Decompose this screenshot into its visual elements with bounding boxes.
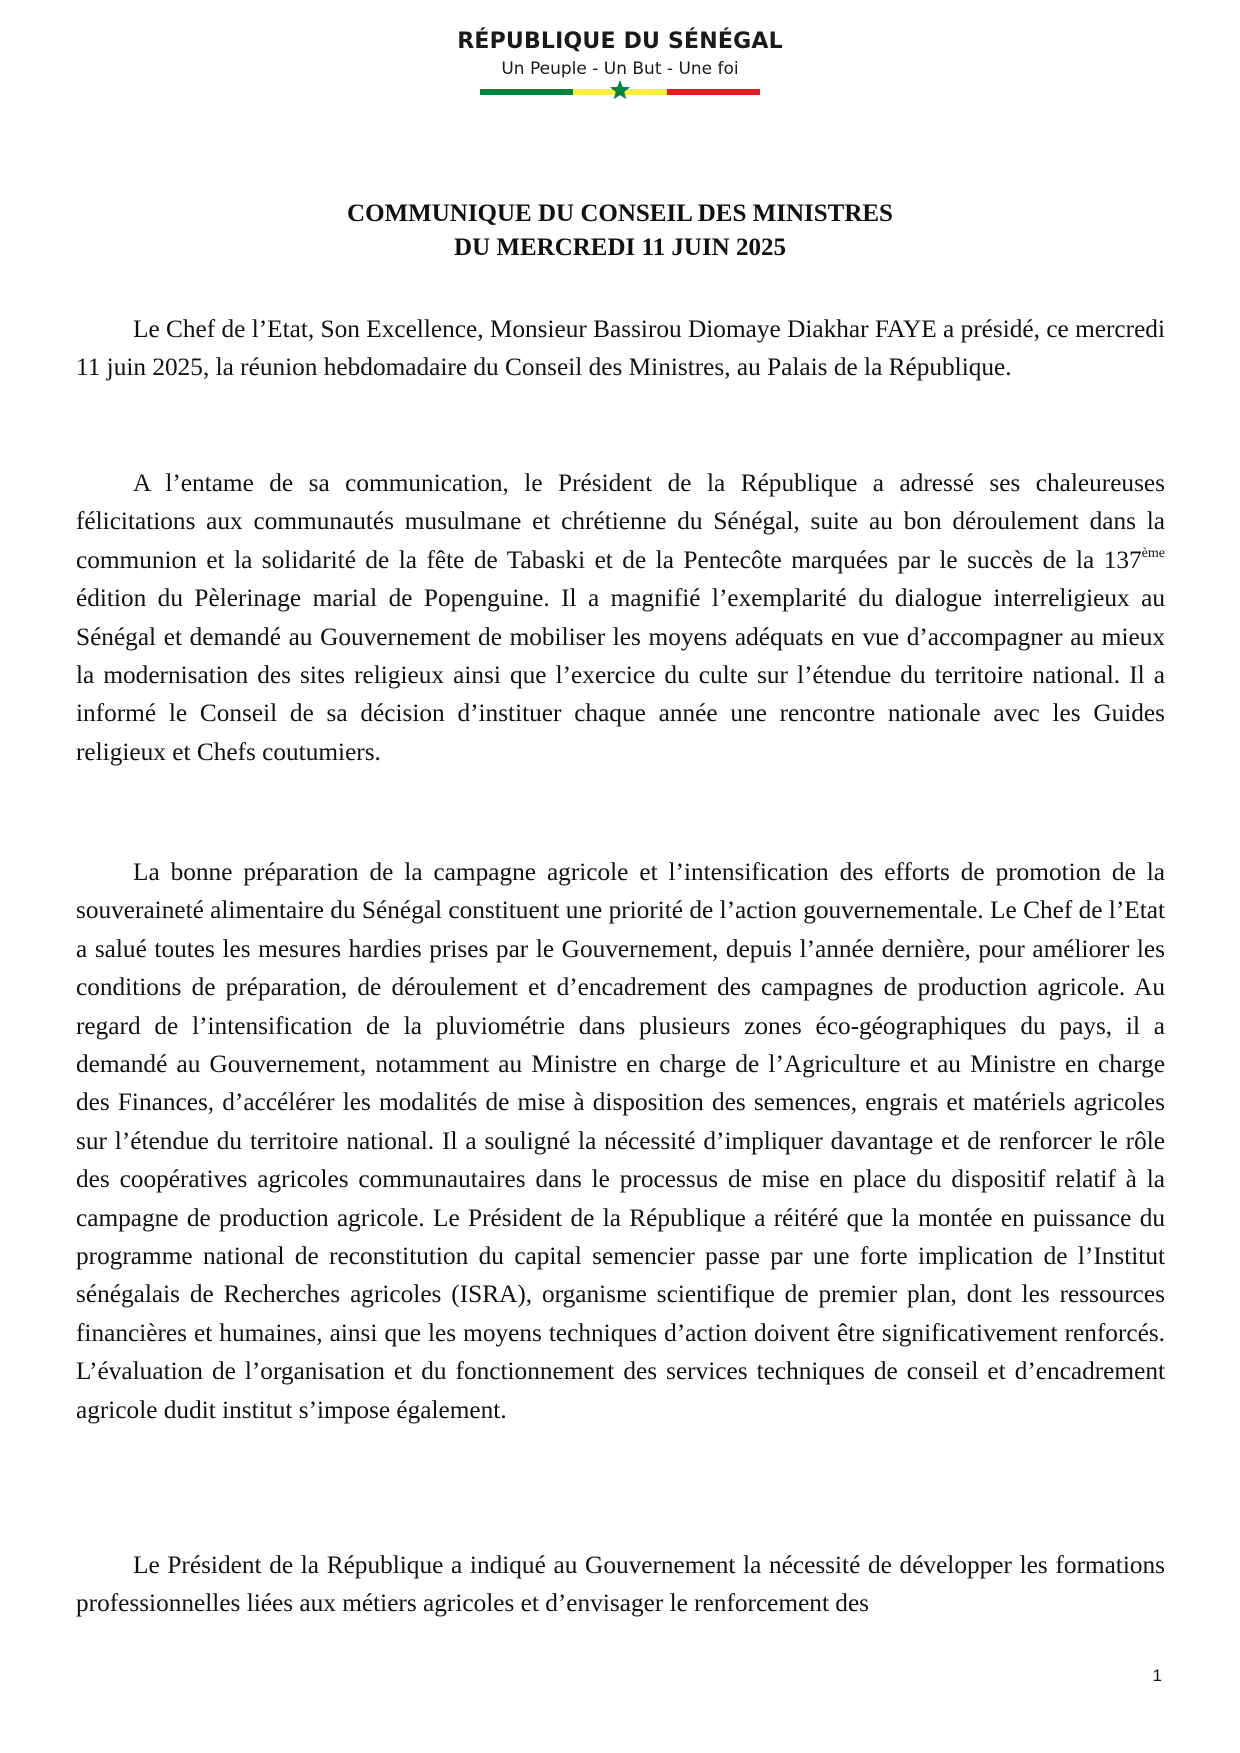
paragraph-3-text: La bonne préparation de la campagne agricole et l’intensification des efforts de promotion de la souveraineté alimentaire du Sénégal constituent une priorité de l’action gouvernementale. Le Chef de l’Etat a salué toutes les mesures hardies prises par le Gouvernement, depuis l’année dernière, pour améliorer les conditions de préparation, de déroulement et d’encadrement des campagnes de production agricole. Au regard de l’intensification de la pluviométrie dans plusieurs zones éco-géographiques du pays, il a demandé au Gouvernement, notamment au Ministre en charge de l’Agriculture et au Ministre en charge des Finances, d’accélérer les modalités de mise à disposition des semences, engrais et matériels agricoles sur l’étendue du territoire national. Il a souligné la nécessité d’impliquer davantage et de renforcer le rôle des coopératives agricoles communautaires dans le processus de mise en place du dispositif relatif à la campagne de production agricole. Le Président de la République a réitéré que la montée en puissance du programme national de reconstitution du capital semencier passe par une forte implication de l’Institut sénégalais de Recherches agricoles (ISRA), organisme scientifique de premier plan, dont les ressources financières et humaines, ainsi que les moyens techniques d’action doivent être significativement renforcés. L’évaluation de l’organisation et du fonctionnement des services techniques de conseil et d’encadrement agricole dudit institut s’impose également. [76, 858, 1165, 1424]
letterhead [0, 28, 1240, 95]
star-icon [609, 79, 631, 101]
country-name: RÉPUBLIQUE DU SÉNÉGAL [457, 29, 783, 54]
paragraph-2-part-2: édition du Pèlerinage marial de Popenguine. Il a magnifié l’exemplarité du dialogue interreligieux au Sénégal et demandé au Gouvernement de mobiliser les moyens adéquats en vue d’accompagner au mieux la modernisation des sites religieux ainsi que l’exercice du culte sur l’étendue du territoire national. Il a informé le Conseil de sa décision d’instituer chaque année une rencontre nationale avec les Guides religieux et Chefs coutumiers. [76, 584, 1165, 766]
paragraph-2-part-1: A l’entame de sa communication, le Président de la République a adressé ses chaleureuses félicitations aux communautés musulmane et chrétienne du Sénégal, suite au bon déroulement dans la communion et la solidarité de la fête de Tabaski et de la Pentecôte marquées par le succès de la 137 [76, 469, 1165, 574]
paragraph-4-text: Le Président de la République a indiqué au Gouvernement la nécessité de développer les formations professionnelles liées aux métiers agricoles et d’envisager le renforcement des [76, 1551, 1165, 1618]
paragraph-2 [76, 464, 1165, 771]
flag-stripe [480, 89, 760, 95]
paragraph-1 [76, 310, 1165, 387]
page-number: 1 [1152, 1666, 1162, 1685]
title-line-1: COMMUNIQUE DU CONSEIL DES MINISTRES [347, 200, 893, 227]
paragraph-1-text: Le Chef de l’Etat, Son Excellence, Monsieur Bassirou Diomaye Diakhar FAYE a présidé, ce mercredi 11 juin 2025, la réunion hebdomadaire du Conseil des Ministres, au Palais de la République. [76, 315, 1165, 382]
paragraph-2-text [76, 464, 1165, 771]
flag-band-green [480, 89, 573, 95]
title-line-2: DU MERCREDI 11 JUIN 2025 [454, 234, 786, 261]
flag-band-red [667, 89, 760, 95]
national-motto: Un Peuple - Un But - Une foi [501, 59, 739, 79]
ordinal-superscript: ème [1141, 545, 1165, 561]
document-title [0, 197, 1240, 265]
paragraph-3 [76, 853, 1165, 1429]
paragraph-4 [76, 1546, 1165, 1623]
